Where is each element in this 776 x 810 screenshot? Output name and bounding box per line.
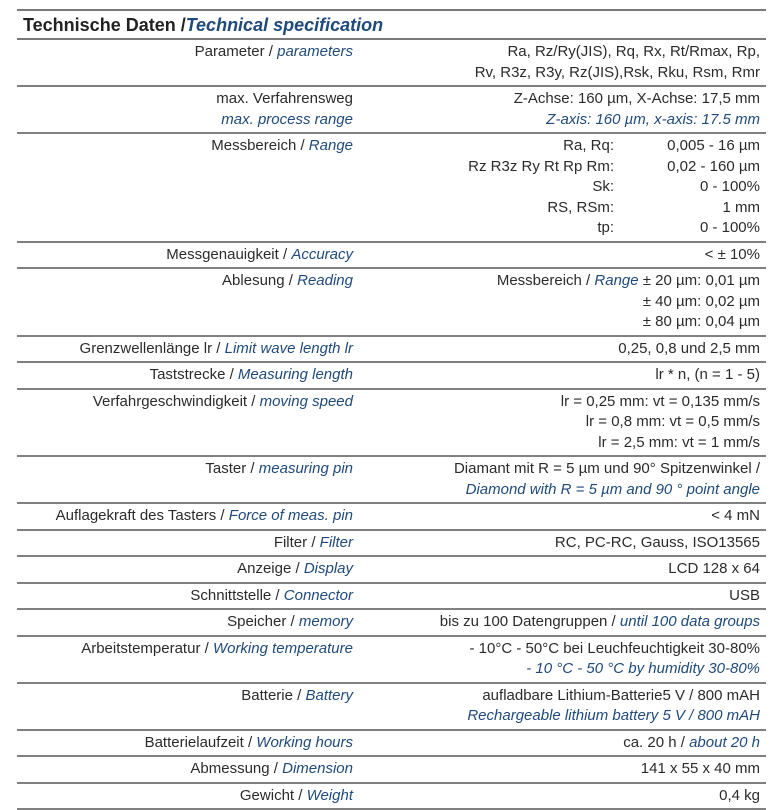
spec-row (17, 584, 766, 611)
label-german: Arbeitstemperatur / (81, 640, 213, 657)
title-english: Technical specification (186, 15, 383, 35)
spec-row (17, 784, 766, 810)
spec-label (17, 87, 353, 132)
spec-row (17, 557, 766, 584)
label-german: max. Verfahrensweg (17, 89, 353, 110)
value-german: Z-Achse: 160 µm, X-Achse: 17,5 mm (514, 90, 760, 107)
range-value: 0 - 100% (614, 177, 760, 198)
spec-label (17, 269, 353, 335)
label-line (17, 339, 353, 360)
range-value: 0 - 100% (614, 218, 760, 239)
value-line (353, 459, 760, 480)
value-german: lr = 0,25 mm: vt = 0,135 mm/s (561, 393, 760, 410)
spec-label (17, 610, 353, 635)
spec-row (17, 531, 766, 558)
spec-row (17, 731, 766, 758)
range-entry (353, 157, 760, 178)
label-german: Batterie / (241, 687, 305, 704)
range-entry (353, 198, 760, 219)
value-german: Diamant mit R = 5 µm und 90° Spitzenwinkel / (454, 460, 760, 477)
value-line (353, 392, 760, 413)
label-english: Accuracy (291, 246, 353, 263)
spec-label (17, 363, 353, 388)
value-line (353, 245, 760, 266)
value-german: 0,25, 0,8 und 2,5 mm (618, 340, 760, 357)
spec-value (353, 269, 766, 335)
label-line (17, 271, 353, 292)
range-key: Rz R3z Ry Rt Rp Rm: (468, 157, 614, 178)
spec-value (353, 584, 766, 609)
value-german: ± 80 µm: 0,04 µm (643, 313, 760, 330)
label-english: Force of meas. pin (229, 507, 353, 524)
label-german: Ablesung / (222, 272, 297, 289)
spec-row (17, 637, 766, 684)
spec-row (17, 134, 766, 243)
spec-label (17, 457, 353, 502)
label-english: Working hours (256, 734, 353, 751)
spec-label (17, 337, 353, 362)
value-line (353, 339, 760, 360)
label-english: Weight (307, 787, 353, 804)
value-english: Z-axis: 160 µm, x-axis: 17.5 mm (546, 111, 760, 128)
label-line (17, 392, 353, 413)
spec-row (17, 363, 766, 390)
label-german: Taster / (205, 460, 258, 477)
label-german: Gewicht / (240, 787, 307, 804)
value-german: aufladbare Lithium-Batterie5 V / 800 mAH (482, 687, 760, 704)
label-english: Working temperature (213, 640, 353, 657)
spec-value (353, 610, 766, 635)
spec-label (17, 504, 353, 529)
label-english: Limit wave length lr (225, 340, 353, 357)
spec-label (17, 637, 353, 682)
spec-label (17, 784, 353, 809)
value-german: < ± 10% (705, 246, 760, 263)
range-value: 0,005 - 16 µm (614, 136, 760, 157)
value-german: ± 20 µm: 0,01 µm (639, 272, 760, 289)
spec-label (17, 390, 353, 456)
range-value: 0,02 - 160 µm (614, 157, 760, 178)
label-german: Verfahrgeschwindigkeit / (93, 393, 260, 410)
spec-label (17, 731, 353, 756)
spec-label (17, 757, 353, 782)
spec-row (17, 390, 766, 458)
range-key: Ra, Rq: (563, 136, 614, 157)
spec-value (353, 40, 766, 85)
label-german: Filter / (274, 534, 320, 551)
label-english: measuring pin (259, 460, 353, 477)
label-english: Measuring length (238, 366, 353, 383)
label-english: Battery (305, 687, 353, 704)
label-german: Messbereich / (211, 137, 309, 154)
label-english: parameters (277, 43, 353, 60)
label-line (17, 42, 353, 63)
value-line (353, 759, 760, 780)
value-german: Rv, R3z, R3y, Rz(JIS),Rsk, Rku, Rsm, Rmr (475, 64, 760, 81)
value-line (353, 312, 760, 333)
value-line (353, 365, 760, 386)
value-line (353, 786, 760, 807)
label-line (17, 136, 353, 157)
value-german: - 10°C - 50°C bei Leuchfeuchtigkeit 30-80% (470, 640, 761, 657)
value-german: LCD 128 x 64 (668, 560, 760, 577)
title-german: Technische Daten / (23, 15, 186, 35)
value-english: - 10 °C - 50 °C by humidity 30-80% (526, 660, 760, 677)
value-line (353, 559, 760, 580)
label-line (17, 733, 353, 754)
label-line (17, 786, 353, 807)
spec-value (353, 243, 766, 268)
range-key: tp: (597, 218, 614, 239)
value-german: 141 x 55 x 40 mm (641, 760, 760, 777)
spec-value (353, 784, 766, 809)
value-line (353, 433, 760, 454)
spec-value (353, 363, 766, 388)
value-german: ca. 20 h / (623, 734, 689, 751)
label-line (17, 686, 353, 707)
label-german: Grenzwellenlänge lr / (80, 340, 225, 357)
label-english: Display (304, 560, 353, 577)
spec-label (17, 531, 353, 556)
value-english: Rechargeable lithium battery 5 V / 800 mAH (467, 707, 760, 724)
value-german: RC, PC-RC, Gauss, ISO13565 (555, 534, 760, 551)
value-line (353, 271, 760, 292)
value-english: Diamond with R = 5 µm and 90 ° point angle (466, 481, 760, 498)
value-german: < 4 mN (711, 507, 760, 524)
label-english: Range (309, 137, 353, 154)
value-german: lr = 0,8 mm: vt = 0,5 mm/s (586, 413, 760, 430)
value-german: 0,4 kg (719, 787, 760, 804)
spec-row (17, 457, 766, 504)
spec-label (17, 243, 353, 268)
value-line (353, 480, 760, 501)
label-english: Reading (297, 272, 353, 289)
value-english: until 100 data groups (620, 613, 760, 630)
spec-value (353, 504, 766, 529)
label-english: Connector (284, 587, 353, 604)
label-line (17, 459, 353, 480)
label-english: max. process range (17, 110, 353, 131)
value-line (353, 639, 760, 660)
spec-value (353, 531, 766, 556)
value-german: lr * n, (n = 1 - 5) (655, 366, 760, 383)
spec-value (353, 731, 766, 756)
spec-row (17, 684, 766, 731)
spec-row (17, 757, 766, 784)
label-german: Abmessung / (190, 760, 282, 777)
spec-label (17, 134, 353, 241)
value-line (353, 612, 760, 633)
label-line (17, 759, 353, 780)
label-german: Anzeige / (237, 560, 304, 577)
spec-label (17, 584, 353, 609)
label-english: Dimension (282, 760, 353, 777)
label-line (17, 533, 353, 554)
spec-value (353, 557, 766, 582)
value-line (353, 659, 760, 680)
spec-row (17, 269, 766, 337)
range-entry (353, 136, 760, 157)
label-german: Messgenauigkeit / (166, 246, 291, 263)
value-line (353, 89, 760, 110)
value-german: lr = 2,5 mm: vt = 1 mm/s (598, 434, 760, 451)
spec-row (17, 610, 766, 637)
spec-value (353, 134, 766, 241)
value-line (353, 686, 760, 707)
value-german: bis zu 100 Datengruppen / (440, 613, 620, 630)
label-english: memory (299, 613, 353, 630)
value-german: Messbereich / (497, 272, 595, 289)
spec-value (353, 87, 766, 132)
spec-label (17, 684, 353, 729)
spec-label (17, 40, 353, 85)
label-german: Speicher / (227, 613, 299, 630)
spec-row (17, 40, 766, 87)
technical-specification-table (17, 9, 766, 810)
spec-value (353, 757, 766, 782)
range-key: RS, RSm: (547, 198, 614, 219)
label-german: Auflagekraft des Tasters / (56, 507, 229, 524)
value-german: ± 40 µm: 0,02 µm (643, 293, 760, 310)
spec-value (353, 684, 766, 729)
label-line (17, 245, 353, 266)
label-german: Batterielaufzeit / (145, 734, 257, 751)
label-line (17, 559, 353, 580)
value-german: Ra, Rz/Ry(JIS), Rq, Rx, Rt/Rmax, Rp, (507, 43, 760, 60)
spec-row (17, 337, 766, 364)
spec-label (17, 557, 353, 582)
spec-value (353, 637, 766, 682)
spec-rows (17, 40, 766, 810)
spec-value (353, 457, 766, 502)
value-line (353, 412, 760, 433)
value-line (353, 706, 760, 727)
spec-value (353, 390, 766, 456)
label-english: Filter (320, 534, 353, 551)
value-line (353, 733, 760, 754)
range-entry (353, 218, 760, 239)
label-line (17, 612, 353, 633)
range-key: Sk: (592, 177, 614, 198)
label-line (17, 586, 353, 607)
label-line (17, 506, 353, 527)
label-german: Taststrecke / (150, 366, 238, 383)
label-german: Parameter / (195, 43, 278, 60)
value-english: about 20 h (689, 734, 760, 751)
spec-row (17, 87, 766, 134)
spec-row (17, 243, 766, 270)
value-line (353, 42, 760, 63)
table-title (17, 9, 766, 40)
label-german: Schnittstelle / (190, 587, 283, 604)
range-entry (353, 177, 760, 198)
value-line (353, 110, 760, 131)
value-line (353, 63, 760, 84)
value-english: Range (594, 272, 638, 289)
value-german: USB (729, 587, 760, 604)
value-line (353, 586, 760, 607)
label-line (17, 639, 353, 660)
label-english: moving speed (260, 393, 353, 410)
range-value: 1 mm (614, 198, 760, 219)
value-line (353, 533, 760, 554)
label-line (17, 365, 353, 386)
value-line (353, 292, 760, 313)
spec-value (353, 337, 766, 362)
value-line (353, 506, 760, 527)
spec-row (17, 504, 766, 531)
